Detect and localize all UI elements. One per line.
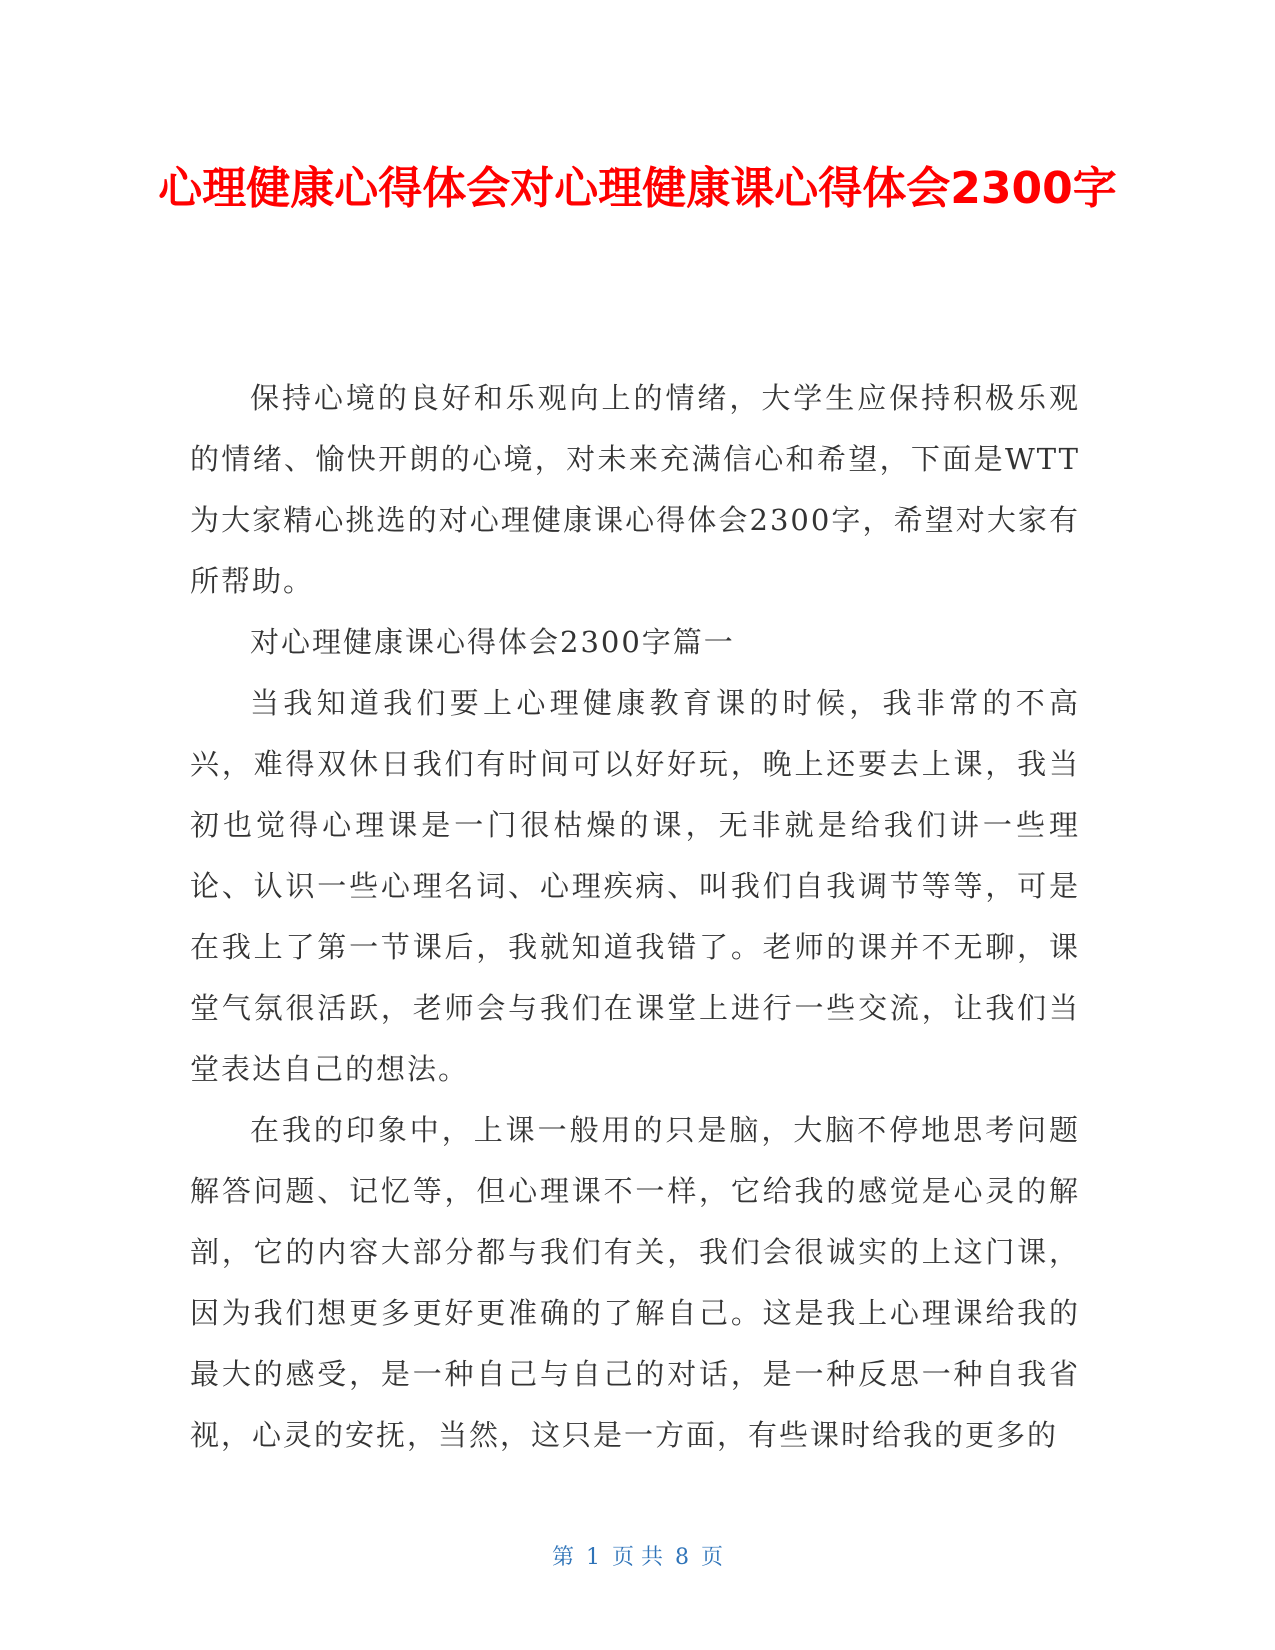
page-label-prefix: 第	[551, 1545, 574, 1570]
total-pages-number: 8	[675, 1545, 689, 1570]
document-body	[190, 368, 1080, 1466]
current-page-number: 1	[586, 1545, 600, 1570]
section-heading: 对心理健康课心得体会2300字篇一	[250, 625, 735, 659]
page-footer	[0, 1540, 1275, 1571]
body-paragraph-1: 当我知道我们要上心理健康教育课的时候，我非常的不高兴，难得双休日我们有时间可以好好玩，晚上还要去上课，我当初也觉得心理课是一门很枯燥的课，无非就是给我们讲一些理论、认识一些心理名词、心理疾病、叫我们自我调节等等，可是在我上了第一节课后，我就知道我错了。老师的课并不无聊，课堂气氛很活跃，老师会与我们在课堂上进行一些交流，让我们当堂表达自己的想法。	[190, 686, 1080, 1086]
intro-paragraph: 保持心境的良好和乐观向上的情绪，大学生应保持积极乐观的情绪、愉快开朗的心境，对未来充满信心和希望，下面是WTT为大家精心挑选的对心理健康课心得体会2300字，希望对大家有所帮助。	[190, 381, 1080, 598]
page-label-suffix: 页	[701, 1545, 724, 1570]
document-title: 心理健康心得体会对心理健康课心得体会2300字	[158, 163, 1117, 214]
page-label-mid: 页 共	[612, 1545, 663, 1570]
body-paragraph-2: 在我的印象中，上课一般用的只是脑，大脑不停地思考问题解答问题、记忆等，但心理课不一样，它给我的感觉是心灵的解剖，它的内容大部分都与我们有关，我们会很诚实的上这门课，因为我们想更多更好更准确的了解自己。这是我上心理课给我的最大的感受，是一种自己与自己的对话，是一种反思一种自我省视，心灵的安抚，当然，这只是一方面，有些课时给我的更多的	[190, 1113, 1080, 1452]
